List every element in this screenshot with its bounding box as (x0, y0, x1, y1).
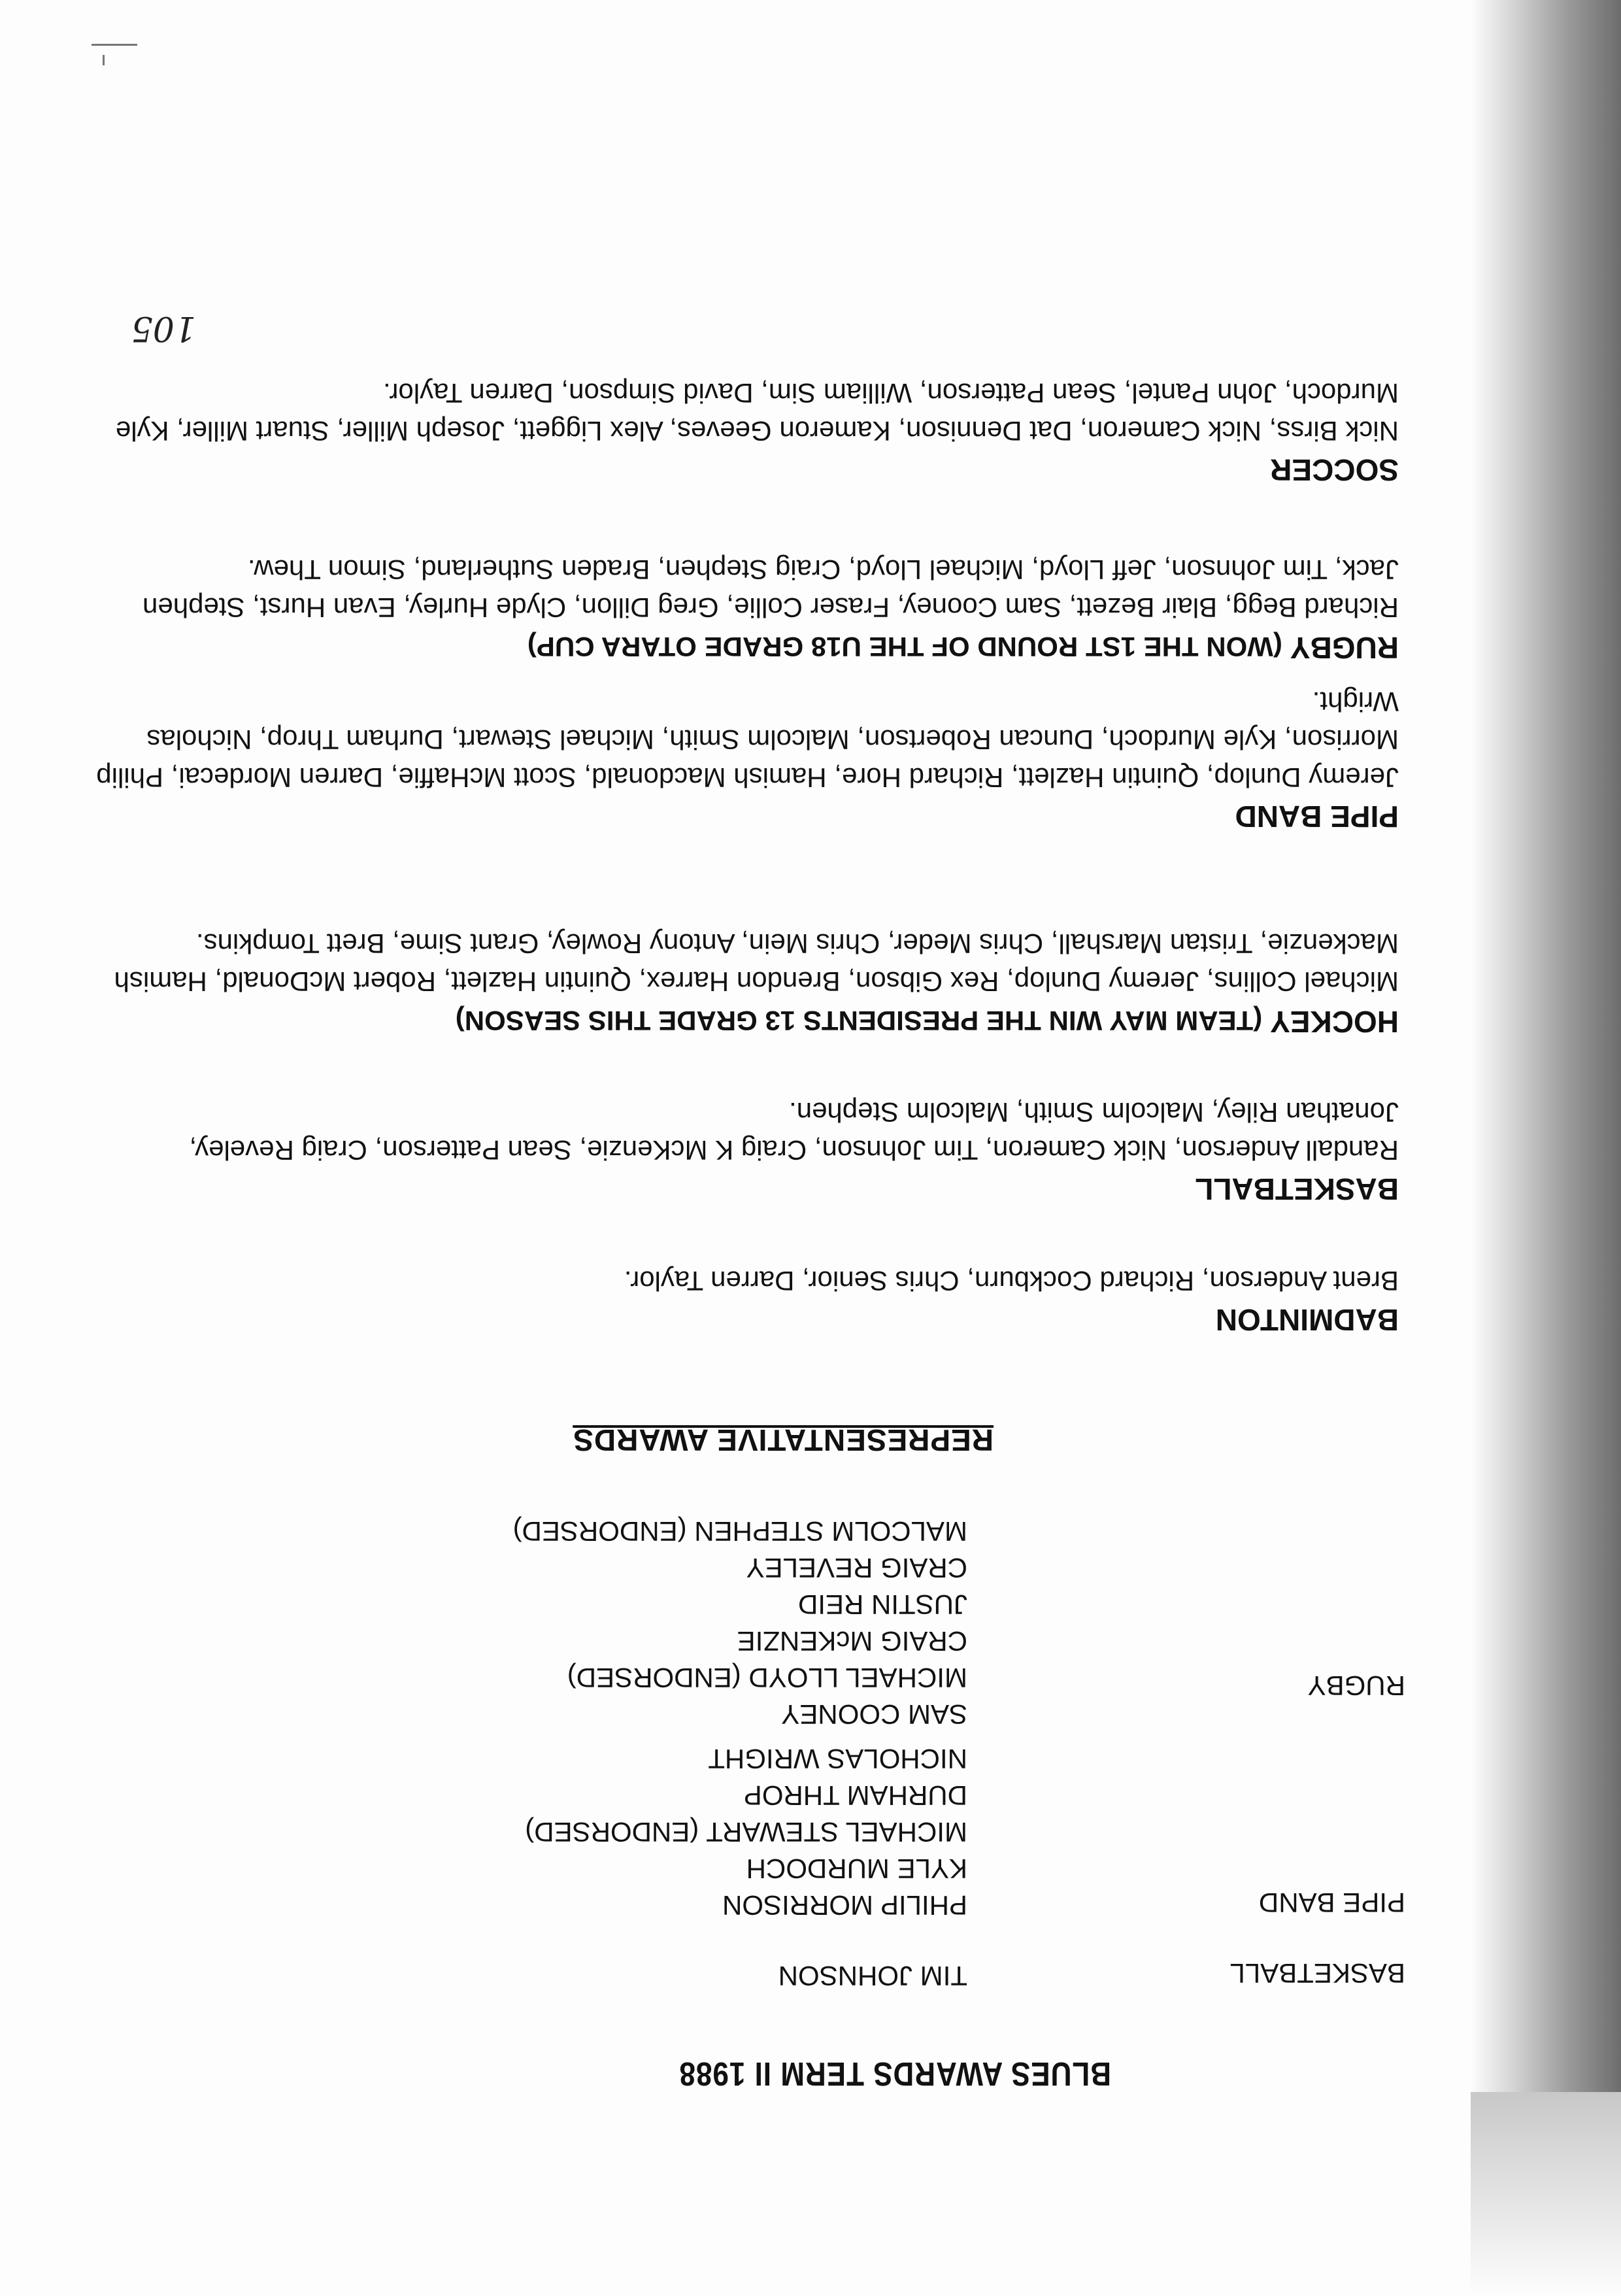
blues-name: DURHAM THROP (743, 1780, 967, 1811)
blues-name: KYLE MURDOCH (746, 1853, 967, 1884)
section-body: Randall Anderson, Nick Cameron, Tim Johnson, Craig K McKenzie, Sean Patterson, Craig Reveley, Jonathan Riley, Malcolm Smith, Malcolm Stephen. (189, 1097, 1399, 1166)
section-heading (78, 450, 1399, 490)
section-body: Michael Collins, Jeremy Dunlop, Rex Gibson, Brendon Harrex, Quintin Hazlett, Robert McDonald, Hamish Mackenzie, Tristan Marshall, Chris Meder, Chris Mein, Antony Rowley, Grant Sime, Brett Tompkins. (114, 928, 1399, 997)
section-heading (78, 796, 1399, 837)
section-rugby (78, 550, 1399, 668)
scan-shadow-corner (1471, 2092, 1621, 2296)
section-body: Nick Birss, Nick Cameron, Dat Dennison, Kameron Geeves, Alex Liggett, Joseph Miller, Stuart Miller, Kyle Murdoch, John Pantel, Sean Patterson, William Sim, David Simpson, Darren Taylor. (115, 378, 1399, 447)
section-soccer (78, 374, 1399, 490)
scan-mark (92, 44, 137, 46)
section-heading-text: RUGBY (1290, 631, 1399, 665)
blues-name: CRAIG REVELEY (746, 1553, 967, 1583)
section-heading-text: BASKETBALL (1195, 1172, 1399, 1206)
blues-category-rugby: RUGBY (1307, 1670, 1405, 1701)
handwritten-page-number: 105 (131, 309, 196, 348)
section-heading (78, 1169, 1399, 1209)
section-body: Jeremy Dunlop, Quintin Hazlett, Richard Hore, Hamish Macdonald, Scott McHaffie, Darren Mordecai, Philip Morrison, Kyle Murdoch, Duncan Robertson, Malcolm Smith, Michael Stewart, Durham Throp, Nicholas Wright. (96, 686, 1399, 793)
section-heading (78, 626, 1399, 668)
blues-category-basketball: BASKETBALL (1229, 1958, 1405, 1989)
blues-names-basketball (778, 1957, 967, 1994)
section-badminton (78, 1262, 1399, 1340)
blues-category-pipe-band: PIPE BAND (1258, 1887, 1405, 1918)
blues-name: MALCOLM STEPHEN (ENDORSED) (512, 1516, 967, 1547)
blues-name: JUSTIN REID (797, 1589, 967, 1620)
blues-name: MICHAEL STEWART (ENDORSED) (525, 1817, 967, 1848)
blues-name: NICHOLAS WRIGHT (708, 1744, 967, 1774)
blues-name: CRAIG McKENZIE (737, 1626, 967, 1657)
section-heading (78, 1300, 1399, 1340)
representative-awards-title: REPRESENTATIVE AWARDS (573, 1423, 994, 1457)
section-pipe-band (78, 683, 1399, 837)
blues-name: SAM COONEY (781, 1699, 967, 1730)
section-basketball (78, 1093, 1399, 1209)
section-hockey (78, 924, 1399, 1042)
blues-names-pipe-band (525, 1740, 967, 1923)
scan-shadow (1471, 0, 1621, 2092)
scan-mark (103, 55, 105, 65)
blues-name: TIM JOHNSON (778, 1961, 967, 1991)
section-note: (WON THE 1ST ROUND OF THE U18 GRADE OTARA CUP) (527, 632, 1282, 662)
blues-name: PHILIP MORRISON (722, 1890, 967, 1921)
blues-names-rugby (513, 1513, 967, 1732)
section-heading-text: HOCKEY (1271, 1005, 1399, 1039)
section-heading-text: BADMINTON (1215, 1303, 1399, 1337)
section-note: (TEAM MAY WIN THE PRESIDENTS 13 GRADE THIS SEASON) (455, 1005, 1263, 1036)
section-heading-text: PIPE BAND (1235, 800, 1399, 834)
document-title: BLUES AWARDS TERM II 1988 (678, 2055, 1111, 2092)
section-heading-text: SOCCER (1270, 453, 1399, 487)
section-body: Richard Begg, Blair Bezett, Sam Cooney, Fraser Collie, Greg Dillon, Clyde Hurley, Evan Hurst, Stephen Jack, Tim Johnson, Jeff Lloyd, Michael Lloyd, Craig Stephen, Braden Sutherland, Simon Thew. (142, 554, 1399, 623)
section-body: Brent Anderson, Richard Cockburn, Chris Senior, Darren Taylor. (624, 1266, 1399, 1296)
blues-name: MICHAEL LLOYD (ENDORSED) (567, 1663, 967, 1693)
section-heading (78, 1000, 1399, 1042)
